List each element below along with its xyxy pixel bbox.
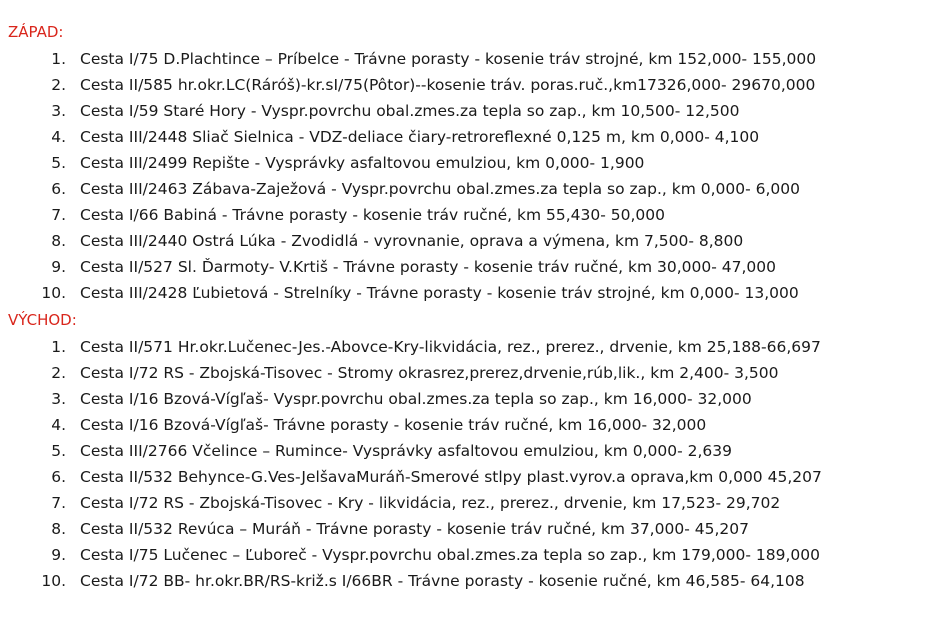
item-number: 5. (51, 442, 66, 460)
item-number: 10. (41, 572, 66, 590)
item-text: Cesta II/571 Hr.okr.Lučenec-Jes.-Abovce-Kry-likvidácia, rez., prerez., drvenie, km 25,188-66,697 (80, 338, 821, 356)
item-text: Cesta I/72 RS - Zbojská-Tisovec - Kry - likvidácia, rez., prerez., drvenie, km 17,523- 29,702 (80, 494, 781, 512)
item-text: Cesta II/527 Sl. Ďarmoty- V.Krtiš - Trávne porasty - kosenie tráv ručné, km 30,000- 47,000 (80, 258, 776, 276)
item-number: 8. (51, 232, 66, 250)
item-text: Cesta II/532 Revúca – Muráň - Trávne porasty - kosenie tráv ručné, km 37,000- 45,207 (80, 520, 749, 538)
item-text: Cesta I/72 RS - Zbojská-Tisovec - Stromy okrasrez,prerez,drvenie,rúb,lik., km 2,400- 3,500 (80, 364, 779, 382)
item-text: Cesta I/59 Staré Hory - Vyspr.povrchu obal.zmes.za tepla so zap., km 10,500- 12,500 (80, 102, 740, 120)
item-text: Cesta III/2440 Ostrá Lúka - Zvodidlá - vyrovnanie, oprava a výmena, km 7,500- 8,800 (80, 232, 744, 250)
item-text: Cesta I/72 BB- hr.okr.BR/RS-križ.s I/66BR - Trávne porasty - kosenie ručné, km 46,585- 64,108 (80, 572, 805, 590)
item-text: Cesta III/2499 Repište - Vysprávky asfaltovou emulziou, km 0,000- 1,900 (80, 154, 645, 172)
section-heading-zapad: ZÁPAD: (8, 23, 64, 41)
item-number: 1. (51, 338, 66, 356)
item-number: 3. (51, 390, 66, 408)
item-number: 8. (51, 520, 66, 538)
item-number: 4. (51, 128, 66, 146)
item-number: 4. (51, 416, 66, 434)
item-number: 10. (41, 284, 66, 302)
item-number: 1. (51, 50, 66, 68)
item-number: 5. (51, 154, 66, 172)
item-number: 3. (51, 102, 66, 120)
item-number: 6. (51, 180, 66, 198)
item-number: 9. (51, 258, 66, 276)
item-number: 9. (51, 546, 66, 564)
item-number: 7. (51, 206, 66, 224)
item-text: Cesta III/2766 Včelince – Rumince- Vysprávky asfaltovou emulziou, km 0,000- 2,639 (80, 442, 732, 460)
item-text: Cesta I/75 D.Plachtince – Príbelce - Trávne porasty - kosenie tráv strojné, km 152,000- 155,000 (80, 50, 817, 68)
item-text: Cesta II/585 hr.okr.LC(Ráróš)-kr.sI/75(Pôtor)--kosenie tráv. poras.ruč.,km17326,000- 29670,000 (80, 76, 816, 94)
item-text: Cesta I/16 Bzová-Vígľaš- Trávne porasty - kosenie tráv ručné, km 16,000- 32,000 (80, 416, 707, 434)
item-number: 2. (51, 76, 66, 94)
item-text: Cesta II/532 Behynce-G.Ves-JelšavaMuráň-Smerové stlpy plast.vyrov.a oprava,km 0,000 45,207 (80, 468, 822, 486)
item-number: 6. (51, 468, 66, 486)
item-text: Cesta I/16 Bzová-Vígľaš- Vyspr.povrchu obal.zmes.za tepla so zap., km 16,000- 32,000 (80, 390, 752, 408)
item-number: 2. (51, 364, 66, 382)
section-heading-vychod: VÝCHOD: (8, 311, 77, 329)
item-number: 7. (51, 494, 66, 512)
item-text: Cesta I/75 Lučenec – Ľuboreč - Vyspr.povrchu obal.zmes.za tepla so zap., km 179,000- 189,000 (80, 546, 820, 564)
item-text: Cesta III/2428 Ľubietová - Strelníky - Trávne porasty - kosenie tráv strojné, km 0,000- 13,000 (80, 284, 799, 302)
item-text: Cesta III/2463 Zábava-Zaježová - Vyspr.povrchu obal.zmes.za tepla so zap., km 0,000- 6,000 (80, 180, 801, 198)
item-text: Cesta I/66 Babiná - Trávne porasty - kosenie tráv ručné, km 55,430- 50,000 (80, 206, 665, 224)
item-text: Cesta III/2448 Sliač Sielnica - VDZ-deliace čiary-retroreflexné 0,125 m, km 0,000- 4,100 (80, 128, 760, 146)
